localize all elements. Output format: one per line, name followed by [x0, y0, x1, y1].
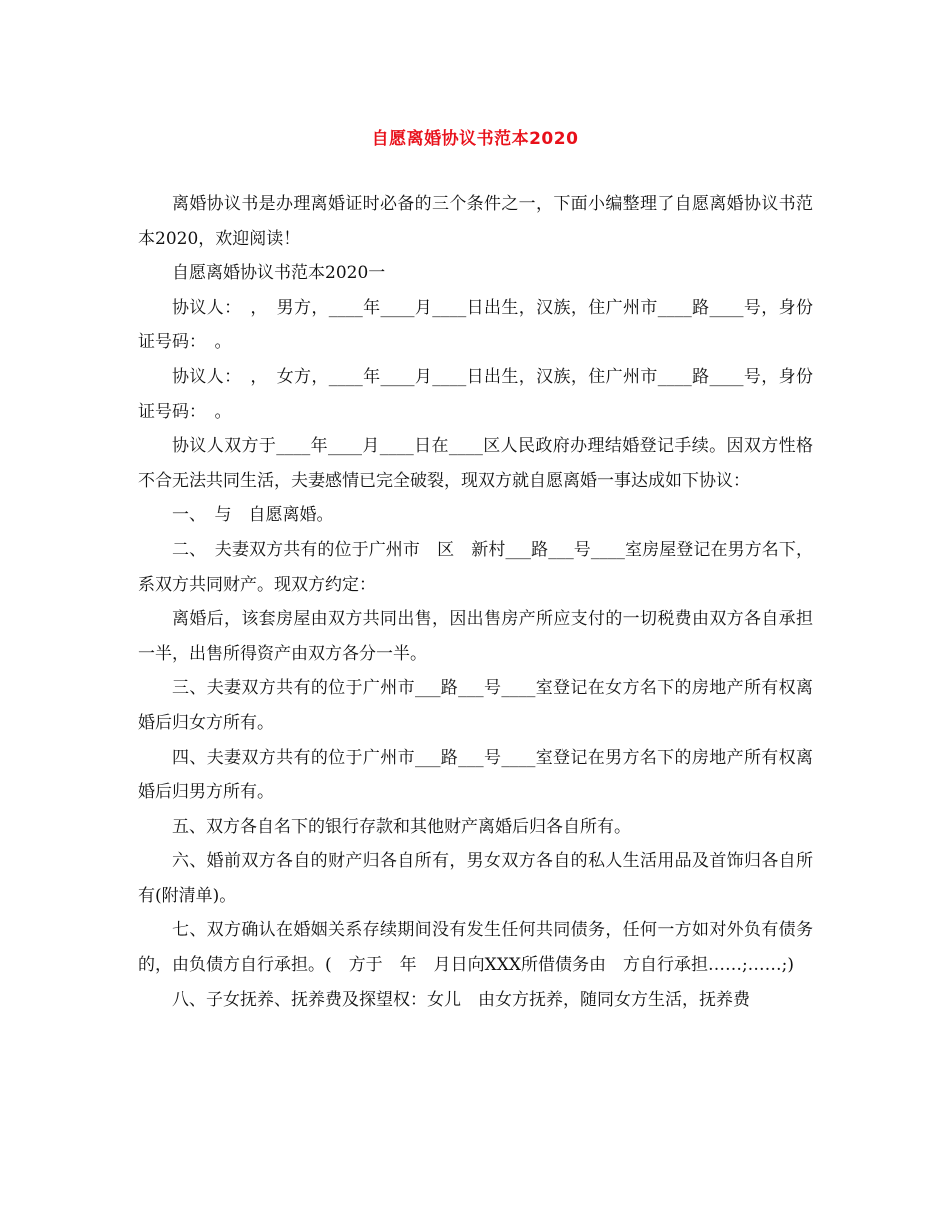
paragraph-marriage-info: 协议人双方于____年____月____日在____区人民政府办理结婚登记手续。因双方性格不合无法共同生活，夫妻感情已完全破裂，现双方就自愿离婚一事达成如下协议： [138, 436, 813, 491]
clause-1: 一、 与 自愿离婚。 [172, 505, 334, 526]
clause-2: 二、 夫妻双方共有的位于广州市 区 新村___路___号____室房屋登记在男方名下，系双方共同财产。现双方约定： [138, 539, 813, 595]
paragraph-party-male: 协议人： ， 男方，____年____月____日出生，汉族，住广州市____路____号，身份证号码： 。 [138, 297, 813, 353]
clause-5: 五、双方各自名下的银行存款和其他财产离婚后归各自所有。 [172, 816, 631, 837]
clause-6: 六、婚前双方各自的财产归各自所有，男女双方各自的私人生活用品及首饰归各自所有(附清单)。 [138, 851, 813, 906]
clause-4: 四、夫妻双方共有的位于广州市___路___号____室登记在男方名下的房地产所有权离婚后归男方所有。 [138, 747, 813, 803]
clause-7: 七、双方确认在婚姻关系存续期间没有发生任何共同债务，任何一方如对外负有债务的，由负债方自行承担。( 方于 年 月日向XXX所借债务由 方自行承担……;……;) [138, 920, 813, 976]
document-title: 自愿离婚协议书范本2020 [371, 129, 579, 149]
document-body [138, 187, 813, 1017]
clause-8: 八、子女抚养、抚养费及探望权：女儿 由女方抚养，随同女方生活，抚养费 [172, 989, 750, 1010]
clause-3: 三、夫妻双方共有的位于广州市___路___号____室登记在女方名下的房地产所有权离婚后归女方所有。 [138, 678, 813, 733]
paragraph-subtitle: 自愿离婚协议书范本2020一 [172, 263, 386, 284]
paragraph-party-female: 协议人： ， 女方，____年____月____日出生，汉族，住广州市____路____号，身份证号码： 。 [138, 366, 813, 422]
paragraph-intro: 离婚协议书是办理离婚证时必备的三个条件之一，下面小编整理了自愿离婚协议书范本2020，欢迎阅读！ [138, 194, 813, 249]
clause-2-detail: 离婚后，该套房屋由双方共同出售，因出售房产所应支付的一切税费由双方各自承担一半，出售所得资产由双方各分一半。 [138, 609, 813, 664]
